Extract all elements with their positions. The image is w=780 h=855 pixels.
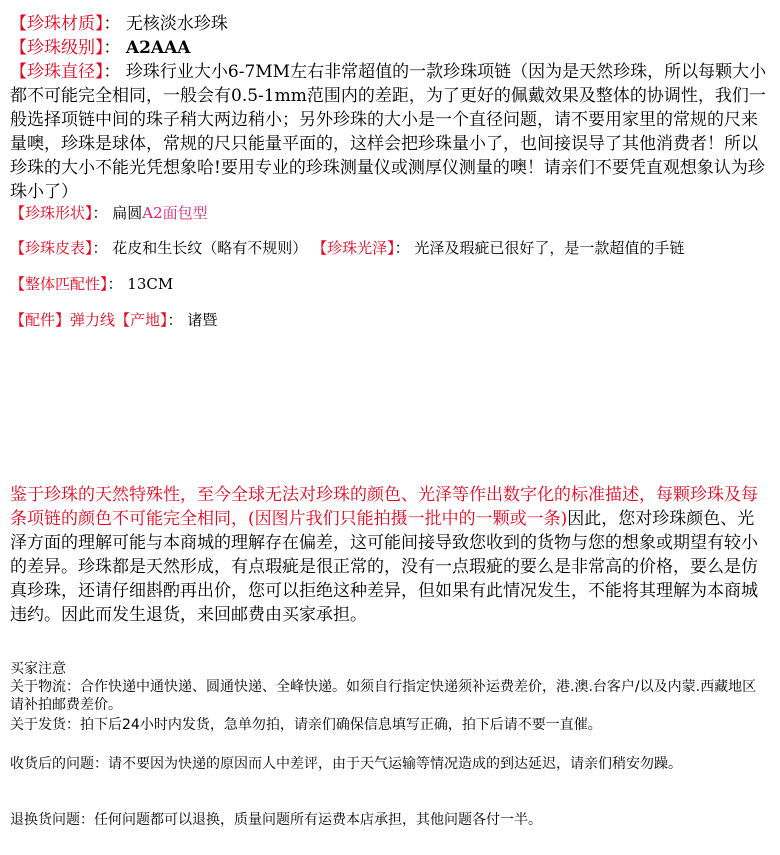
skin-value: ： 花皮和生长纹（略有不规则） — [92, 239, 308, 257]
luster-value: ： 光泽及瑕疵已很好了，是一款超值的手链 — [394, 239, 685, 257]
shape-label: 【珍珠形状】 — [10, 204, 93, 222]
notice-shipping: 关于发货：拍下后24小时内发货，急单勿拍，请亲们确保信息填写正确，拍下后请不要一直催。 — [10, 717, 602, 733]
accessory-value: 弹力线 — [70, 311, 116, 329]
luster-label: 【珍珠光泽】 — [312, 239, 395, 257]
notice-title: 买家注意 — [10, 661, 66, 677]
match-row — [10, 274, 173, 294]
origin-value: ： 诸暨 — [167, 311, 218, 329]
match-label: 【整体匹配性】 — [10, 275, 108, 293]
shape-sep: ： 扁圆 — [92, 204, 143, 222]
accessory-label: 【配件】 — [10, 311, 71, 329]
origin-label: 【产地】 — [115, 311, 168, 329]
diameter-label: 【珍珠直径】 — [10, 62, 104, 82]
material-row — [10, 12, 770, 36]
shape-value: A2面包型 — [142, 204, 208, 222]
grade-label: 【珍珠级别】 — [10, 38, 104, 58]
diameter-row — [10, 60, 770, 204]
notice-after-receipt: 收货后的问题：请不要因为快递的原因而人中差评，由于天气运输等情况造成的到达延迟，请亲们稍安勿躁。 — [10, 756, 682, 772]
grade-sep: ： — [103, 38, 126, 58]
match-value: ： 13CM — [107, 275, 174, 293]
skin-luster-row — [10, 238, 684, 258]
shape-row — [10, 203, 208, 223]
grade-row — [10, 36, 770, 60]
accessory-row — [10, 310, 217, 330]
notice-logistics: 关于物流：合作快递中通快递、圆通快递、全峰快递。如须自行指定快递须补运费差价，港.澳.台客户/以及内蒙.西藏地区请补拍邮费差价。 — [10, 679, 757, 713]
grade-value: A2AAA — [125, 38, 191, 58]
material-value: ： 无核淡水珍珠 — [103, 14, 228, 34]
material-label: 【珍珠材质】 — [10, 14, 104, 34]
disclaimer-black: 因此，您对珍珠颜色、光泽方面的理解可能与本商城的理解存在偏差，这可能间接导致您收到的货物与您的想象或期望有较小的差异。珍珠都是天然形成，有点瑕疵是很正常的，没有一点瑕疵的要么是非常高的价格，要么是仿真珍珠，还请仔细斟酌再出价，您可以拒绝这种差异，但如果有此情况发生，不能将其理解为本商城违约。因此而发生退货，来回邮费由买家承担。 — [10, 509, 758, 625]
skin-label: 【珍珠皮表】 — [10, 239, 93, 257]
diameter-text: ： 珍珠行业大小6-7MM左右非常超值的一款珍珠项链（因为是天然珍珠，所以每颗大小都不可能完全相同，一般会有0.5-1mm范围内的差距，为了更好的佩戴效果及整体的协调性，我们一般选择项链中间的珠子稍大两边稍小；另外珍珠的大小是一个直径问题，请不要用家里的常规的尺来量噢，珍珠是球体，常规的尺只能量平面的，这样会把珍珠量小了，也间接误导了其他消费者！所以珍珠的大小不能光凭想象哈!要用专业的珍珠测量仪或测厚仪测量的噢！请亲们不要凭直观想象认为珍珠小了） — [10, 62, 767, 202]
notice-returns: 退换货问题：任何问题都可以退换，质量问题所有运费本店承担，其他问题各付一半。 — [10, 812, 542, 828]
disclaimer-paragraph — [10, 483, 770, 627]
disclaimer-red: 鉴于珍珠的天然特殊性，至今全球无法对珍珠的颜色、光泽等作出数字化的标准描述，每颗珍珠及每条项链的颜色不可能完全相同，(因图片我们只能拍摄一批中的一颗或一条) — [10, 485, 758, 529]
